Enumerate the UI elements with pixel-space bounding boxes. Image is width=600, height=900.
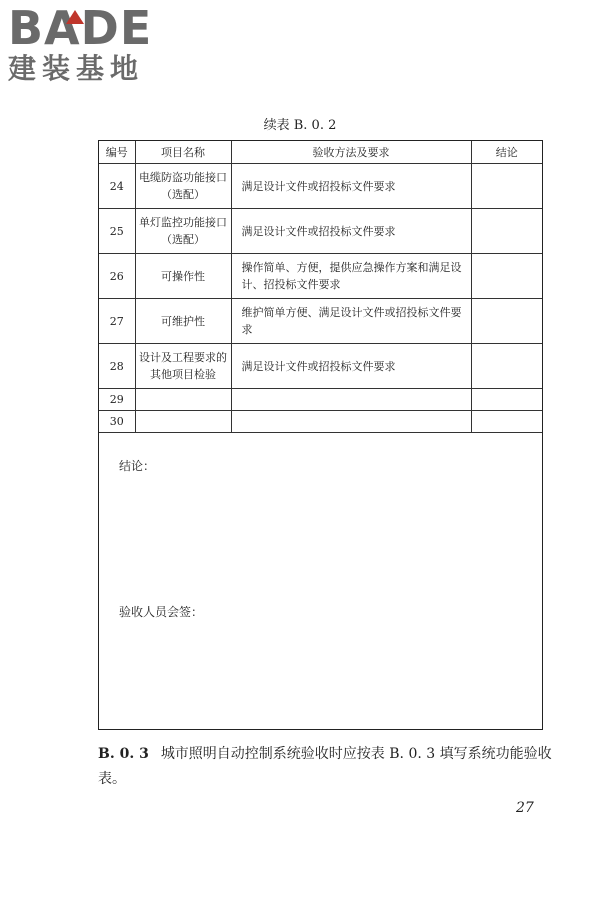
table-row [99, 254, 542, 299]
row-conclusion-cell[interactable] [471, 344, 542, 389]
row-number: 27 [99, 299, 135, 344]
section-paragraph [98, 742, 558, 792]
table-row [99, 209, 542, 254]
row-item-name: 单灯监控功能接口（选配） [135, 209, 231, 254]
row-item-name: 电缆防盗功能接口（选配） [135, 164, 231, 209]
section-text: 城市照明自动控制系统验收时应按表 B. 0. 3 填写系统功能验收表。 [98, 746, 552, 787]
row-conclusion-cell[interactable] [471, 254, 542, 299]
column-header-method: 验收方法及要求 [231, 141, 471, 164]
row-item-name: 可维护性 [135, 299, 231, 344]
acceptance-form [98, 140, 543, 730]
row-number: 24 [99, 164, 135, 209]
row-number: 26 [99, 254, 135, 299]
row-conclusion-cell[interactable] [471, 411, 542, 433]
table-row [99, 299, 542, 344]
site-logo-watermark [8, 1, 178, 88]
row-method: 维护简单方便、满足设计文件或招投标文件要求 [231, 299, 471, 344]
conclusion-label: 结论： [119, 459, 156, 473]
logo-cjk-text: 建装基地 [8, 52, 145, 85]
row-number: 29 [99, 389, 135, 411]
column-header-number: 编号 [99, 141, 135, 164]
row-item-name[interactable] [135, 411, 231, 433]
row-method: 满足设计文件或招投标文件要求 [231, 164, 471, 209]
column-header-conclusion: 结论 [471, 141, 542, 164]
column-header-item-name: 项目名称 [135, 141, 231, 164]
logo-triangle-icon [66, 10, 84, 24]
row-conclusion-cell[interactable] [471, 299, 542, 344]
row-method: 满足设计文件或招投标文件要求 [231, 344, 471, 389]
table-caption: 续表 B. 0. 2 [263, 118, 337, 133]
table-row [99, 389, 542, 411]
row-item-name: 设计及工程要求的其他项目检验 [135, 344, 231, 389]
logo-latin-text: BADE [8, 1, 153, 55]
signature-label: 验收人员会签： [119, 605, 204, 619]
row-conclusion-cell[interactable] [471, 209, 542, 254]
table-row [99, 164, 542, 209]
row-number: 25 [99, 209, 135, 254]
row-item-name[interactable] [135, 389, 231, 411]
row-method: 操作简单、方便，提供应急操作方案和满足设计、招投标文件要求 [231, 254, 471, 299]
table-header-row [99, 141, 542, 164]
row-conclusion-cell[interactable] [471, 164, 542, 209]
section-number: B. 0. 3 [98, 746, 149, 762]
table-row [99, 344, 542, 389]
row-number: 30 [99, 411, 135, 433]
page-number: 27 [516, 800, 534, 816]
row-conclusion-cell[interactable] [471, 389, 542, 411]
table-row [99, 411, 542, 433]
row-method[interactable] [231, 411, 471, 433]
row-method[interactable] [231, 389, 471, 411]
row-item-name: 可操作性 [135, 254, 231, 299]
acceptance-table [99, 141, 542, 433]
row-method: 满足设计文件或招投标文件要求 [231, 209, 471, 254]
row-number: 28 [99, 344, 135, 389]
